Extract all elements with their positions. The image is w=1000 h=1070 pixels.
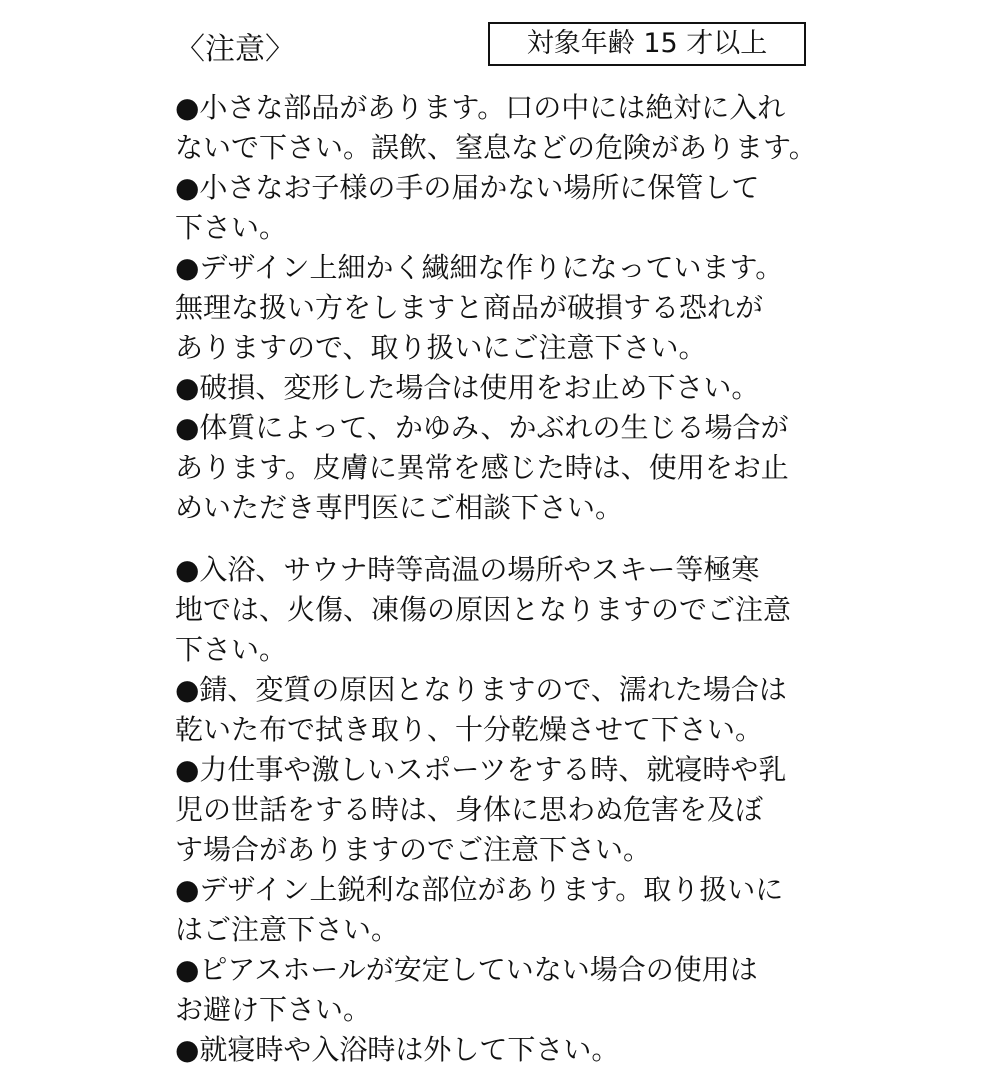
caution-line: あります。皮膚に異常を感じた時は、使用をお止: [175, 451, 789, 484]
caution-line: ●デザイン上細かく繊細な作りになっています。: [175, 251, 784, 284]
caution-line: ●錆、変質の原因となりますので、濡れた場合は: [175, 673, 787, 706]
caution-line: ●小さな部品があります。口の中には絶対に入れ: [175, 91, 786, 124]
caution-line: ●力仕事や激しいスポーツをする時、就寝時や乳: [175, 753, 787, 786]
caution-line: ●小さなお子様の手の届かない場所に保管して: [175, 171, 760, 204]
section-spacer: [175, 528, 825, 550]
caution-line: はご注意下さい。: [175, 913, 400, 946]
caution-line: ないで下さい。誤飲、窒息などの危険があります。: [175, 131, 817, 164]
caution-line: めいただき専門医にご相談下さい。: [175, 491, 624, 524]
age-restriction-box: 対象年齢 15 才以上: [488, 22, 806, 66]
caution-line: 児の世話をする時は、身体に思わぬ危害を及ぼ: [175, 793, 764, 826]
caution-text-block: [175, 88, 825, 1070]
caution-line: ●体質によって、かゆみ、かぶれの生じる場合が: [175, 411, 789, 444]
caution-line: お避け下さい。: [175, 993, 372, 1026]
caution-line: 無理な扱い方をしますと商品が破損する恐れが: [175, 291, 764, 324]
caution-line: ●就寝時や入浴時は外して下さい。: [175, 1033, 620, 1066]
caution-line: ●破損、変形した場合は使用をお止め下さい。: [175, 371, 760, 404]
caution-line: ありますので、取り扱いにご注意下さい。: [175, 331, 707, 364]
caution-line: ●デザイン上鋭利な部位があります。取り扱いに: [175, 873, 784, 906]
caution-line: す場合がありますのでご注意下さい。: [175, 833, 652, 866]
notice-heading: 〈注意〉: [175, 32, 295, 67]
caution-line: 地では、火傷、凍傷の原因となりますのでご注意: [175, 593, 792, 626]
caution-line: ●入浴、サウナ時等高温の場所やスキー等極寒: [175, 553, 760, 586]
caution-line: 乾いた布で拭き取り、十分乾燥させて下さい。: [175, 713, 764, 746]
caution-line: 下さい。: [175, 633, 288, 666]
caution-line: 下さい。: [175, 211, 288, 244]
caution-line: ●ピアスホールが安定していない場合の使用は: [175, 953, 758, 986]
